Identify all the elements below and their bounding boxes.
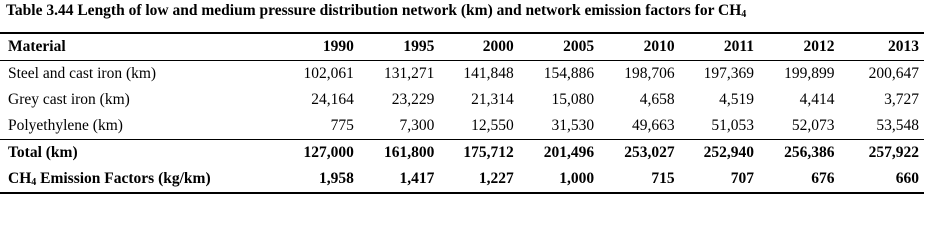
header-year-2013: 2013 (888, 38, 919, 55)
table-caption (6, 2, 746, 20)
table-cell: 3,727 (884, 91, 919, 108)
row-label: Grey cast iron (km) (8, 91, 130, 108)
table-cell: 715 (651, 170, 675, 187)
table-cell: 1,227 (478, 170, 514, 187)
table-cell: 175,712 (463, 144, 514, 161)
table-cell: 161,800 (383, 144, 435, 161)
table-cell: 7,300 (399, 117, 435, 134)
caption-text: Table 3.44 Length of low and medium pressure distribution network (km) and network emission factors for CH (6, 2, 742, 19)
table-cell: 102,061 (303, 65, 354, 82)
table-cell: 24,164 (311, 91, 354, 108)
table-cell: 4,414 (799, 91, 835, 108)
table-cell: 256,386 (784, 144, 835, 161)
table-cell: 197,369 (703, 65, 755, 82)
header-year-2012: 2012 (803, 38, 835, 55)
table-cell: 53,548 (876, 117, 919, 134)
table-cell: 252,940 (703, 144, 755, 161)
table-row-polyethylene (0, 113, 924, 140)
header-year-2000: 2000 (482, 38, 514, 55)
table-cell: 257,922 (868, 144, 919, 161)
header-year-1995: 1995 (403, 38, 435, 55)
table-cell: 4,658 (639, 91, 675, 108)
table-cell: 253,027 (624, 144, 675, 161)
row-label: Polyethylene (km) (8, 117, 123, 134)
table-cell: 15,080 (551, 91, 595, 108)
header-material: Material (8, 38, 66, 55)
table-row-steel-cast-iron (0, 61, 924, 88)
total-label: Total (km) (8, 144, 78, 161)
header-row (0, 33, 924, 61)
table-row-grey-cast-iron (0, 87, 924, 113)
table-row-total (0, 140, 924, 167)
header-year-1990: 1990 (322, 38, 354, 55)
ef-label-subscript: 4 (31, 177, 37, 188)
table-cell: 1,000 (559, 170, 595, 187)
emission-factor-label (0, 166, 271, 193)
table-cell: 199,899 (784, 65, 835, 82)
table-cell: 23,229 (391, 91, 435, 108)
ef-label-suffix: Emission Factors (kg/km) (36, 170, 211, 187)
caption-subscript: 4 (741, 9, 747, 20)
table-cell: 201,496 (543, 144, 595, 161)
header-year-2010: 2010 (643, 38, 675, 55)
table-cell: 154,886 (543, 65, 595, 82)
header-year-2011: 2011 (723, 38, 755, 55)
table-cell: 21,314 (471, 91, 514, 108)
table-container (0, 32, 927, 194)
table-cell: 660 (895, 170, 919, 187)
table-cell: 131,271 (383, 65, 435, 82)
table-cell: 141,848 (463, 65, 514, 82)
table-row-emission-factors (0, 166, 924, 193)
table-cell: 676 (811, 170, 835, 187)
row-label: Steel and cast iron (km) (8, 65, 157, 82)
table-cell: 1,958 (319, 170, 354, 187)
table-cell: 200,647 (868, 65, 919, 82)
table-cell: 51,053 (711, 117, 755, 134)
table-cell: 127,000 (303, 144, 354, 161)
table-cell: 52,073 (791, 117, 835, 134)
table-cell: 12,550 (471, 117, 514, 134)
distribution-network-table (0, 32, 924, 194)
ef-label-prefix: CH (8, 170, 32, 187)
table-cell: 707 (730, 170, 755, 187)
table-cell: 49,663 (631, 117, 675, 134)
header-year-2005: 2005 (563, 38, 595, 55)
table-cell: 775 (330, 117, 354, 134)
table-cell: 198,706 (624, 65, 675, 82)
table-cell: 1,417 (399, 170, 435, 187)
table-cell: 4,519 (719, 91, 755, 108)
table-cell: 31,530 (551, 117, 595, 134)
